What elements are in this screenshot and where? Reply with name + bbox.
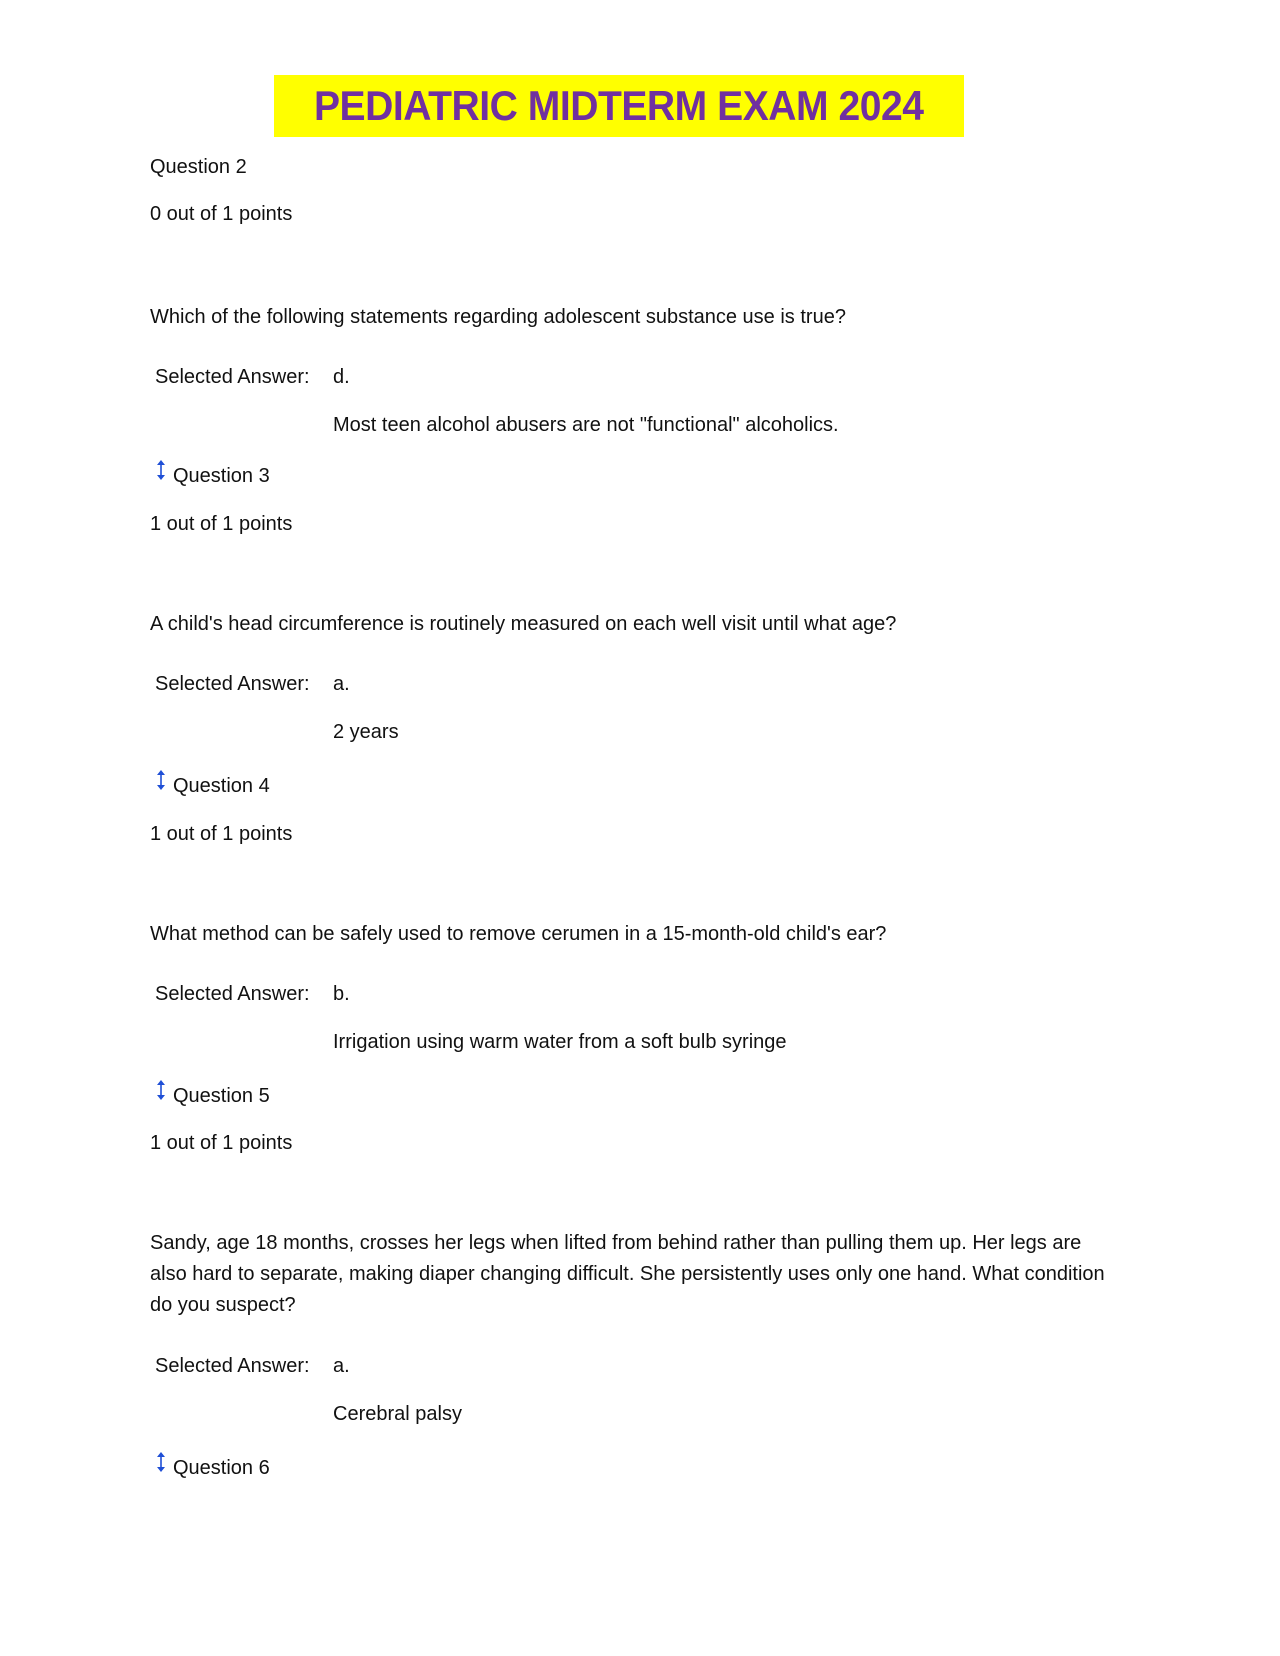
question-heading[interactable]: Question 5 — [173, 1085, 270, 1107]
selected-answer-letter: a. — [333, 673, 350, 695]
selected-answer-text: Cerebral palsy — [333, 1403, 462, 1425]
question-prompt: Sandy, age 18 months, crosses her legs when lifted from behind rather than pulling them up. Her legs are also hard to separate, making diaper changing difficult. She persistently uses only one hand. What condition do you suspect? — [150, 1232, 1105, 1316]
expand-vertical-arrow-icon[interactable] — [156, 459, 166, 481]
selected-answer-label: Selected Answer: — [155, 673, 310, 695]
question-score: 1 out of 1 points — [150, 513, 293, 535]
question-score: 1 out of 1 points — [150, 823, 293, 845]
question-score: 0 out of 1 points — [150, 203, 293, 225]
selected-answer-label: Selected Answer: — [155, 983, 310, 1005]
selected-answer-text: Most teen alcohol abusers are not "functional" alcoholics. — [333, 414, 839, 436]
expand-vertical-arrow-icon[interactable] — [156, 769, 166, 791]
question-score: 1 out of 1 points — [150, 1132, 293, 1154]
selected-answer-letter: a. — [333, 1355, 350, 1377]
page-title: PEDIATRIC MIDTERM EXAM 2024 — [314, 82, 924, 129]
expand-vertical-arrow-icon[interactable] — [156, 1451, 166, 1473]
selected-answer-letter: d. — [333, 366, 350, 388]
question-heading: Question 2 — [150, 156, 247, 178]
selected-answer-text: 2 years — [333, 721, 399, 743]
question-prompt: Which of the following statements regarding adolescent substance use is true? — [150, 306, 846, 328]
question-prompt: A child's head circumference is routinely measured on each well visit until what age? — [150, 613, 897, 635]
question-prompt: What method can be safely used to remove cerumen in a 15-month-old child's ear? — [150, 923, 887, 945]
selected-answer-text: Irrigation using warm water from a soft bulb syringe — [333, 1031, 787, 1053]
selected-answer-label: Selected Answer: — [155, 366, 310, 388]
selected-answer-letter: b. — [333, 983, 350, 1005]
question-heading[interactable]: Question 3 — [173, 465, 270, 487]
expand-vertical-arrow-icon[interactable] — [156, 1079, 166, 1101]
title-highlight — [274, 75, 964, 137]
question-heading[interactable]: Question 6 — [173, 1457, 270, 1479]
selected-answer-label: Selected Answer: — [155, 1355, 310, 1377]
question-heading[interactable]: Question 4 — [173, 775, 270, 797]
